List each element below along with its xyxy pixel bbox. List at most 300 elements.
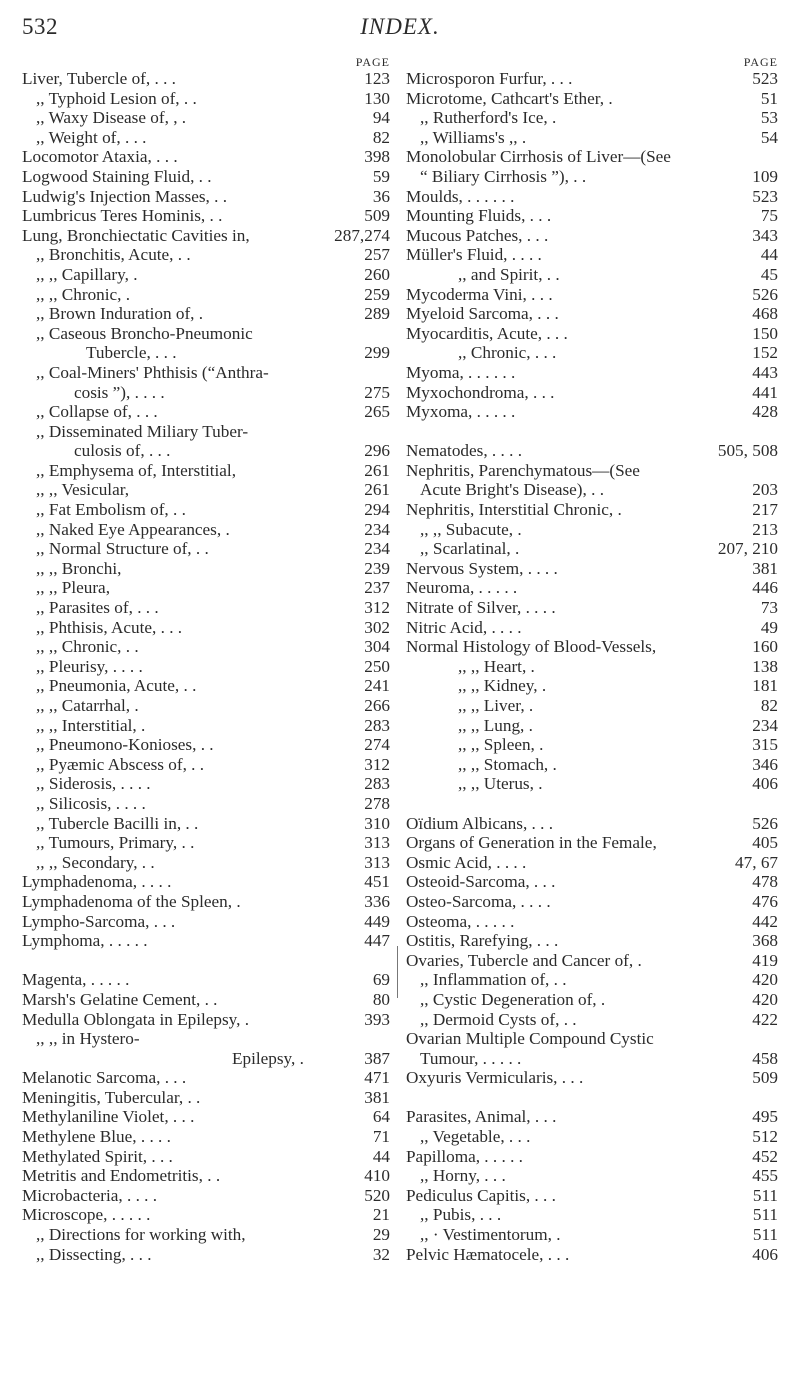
index-entry — [406, 167, 778, 187]
entry-term: ,, Pyæmic Abscess of, . . — [36, 754, 205, 774]
index-entry — [406, 1127, 778, 1147]
entry-page-number: 130 — [364, 88, 390, 108]
entry-page-number: 82 — [760, 696, 778, 715]
entry-term: Pelvic Hæmatocele, . . . — [406, 1244, 570, 1264]
index-entry — [406, 1205, 778, 1225]
entry-term: Methylene Blue, . . . . — [22, 1127, 171, 1147]
entry-term: ,, Tubercle Bacilli in, . . — [36, 813, 199, 833]
section-gap — [406, 1088, 778, 1108]
index-entry — [22, 696, 390, 716]
entry-page-number: 29 — [372, 1225, 390, 1245]
index-entry — [406, 226, 778, 246]
index-entry — [406, 383, 778, 403]
entry-term: Tumour, . . . . . — [420, 1048, 522, 1068]
entry-page-number: 511 — [752, 1185, 778, 1205]
index-entry — [406, 578, 778, 598]
section-gap — [22, 951, 390, 971]
index-entry — [406, 128, 778, 148]
index-entry — [406, 598, 778, 618]
entry-page-number: 296 — [364, 441, 390, 461]
entry-term: Osteoma, . . . . . — [406, 911, 515, 931]
entry-term: ,, Pneumono-Konioses, . . — [36, 735, 214, 755]
index-entry — [406, 814, 778, 834]
entry-term: ,, ,, in Hystero- — [36, 1029, 140, 1049]
entry-page-number: 260 — [364, 264, 390, 284]
entry-term: Medulla Oblongata in Epilepsy, . — [22, 1009, 250, 1029]
entry-term: Lympho-Sarcoma, . . . — [22, 911, 176, 931]
entry-term: Microsporon Furfur, . . . — [406, 69, 573, 88]
entry-term: Osteoid-Sarcoma, . . . — [406, 872, 556, 892]
index-entry — [406, 304, 778, 324]
entry-term: Mounting Fluids, . . . — [406, 206, 552, 226]
index-entry — [406, 559, 778, 579]
index-entry — [406, 108, 778, 128]
entry-term: ,, Typhoid Lesion of, . . — [36, 88, 197, 108]
index-entry — [22, 285, 390, 305]
entry-page-number: 428 — [752, 402, 778, 422]
index-entry — [22, 676, 390, 696]
index-entry — [22, 402, 390, 422]
entry-page-number: 94 — [372, 108, 390, 128]
index-entry — [22, 343, 390, 363]
index-entry — [406, 147, 778, 167]
index-entry — [406, 1107, 778, 1127]
entry-page-number: 71 — [372, 1127, 390, 1147]
entry-term: Methylaniline Violet, . . . — [22, 1107, 195, 1127]
entry-page-number: 287,274 — [334, 225, 390, 245]
entry-page-number: 523 — [752, 186, 778, 206]
index-entry — [406, 931, 778, 951]
entry-term: ,, Rutherford's Ice, . — [420, 108, 557, 128]
index-entries-right — [406, 69, 778, 1264]
entry-term: ,, Inflammation of, . . — [420, 970, 567, 990]
entry-term: Lung, Bronchiectatic Cavities in, — [22, 225, 250, 245]
entry-page-number: 442 — [752, 911, 778, 931]
index-entry — [406, 1147, 778, 1167]
index-entry — [406, 676, 778, 696]
entry-term: ,, ,, Liver, . — [458, 696, 534, 715]
entry-page-number: 405 — [752, 833, 778, 853]
index-entry — [22, 206, 390, 226]
entry-page-number: 523 — [752, 69, 778, 88]
entry-page-number: 420 — [752, 989, 778, 1009]
entry-term: ,, Pleurisy, . . . . — [36, 656, 143, 676]
entry-page-number: 213 — [752, 519, 778, 539]
index-entry — [22, 520, 390, 540]
index-entry — [22, 167, 390, 187]
entry-term: Papilloma, . . . . . — [406, 1146, 523, 1166]
entry-term: ,, Normal Structure of, . . — [36, 539, 209, 559]
index-entry — [22, 794, 390, 814]
entry-page-number: 152 — [752, 343, 778, 363]
index-entry — [22, 774, 390, 794]
entry-term: cosis ”), . . . . — [74, 382, 165, 402]
index-entry — [406, 187, 778, 207]
entry-page-number: 207, 210 — [717, 539, 778, 559]
entry-page-number: 181 — [752, 676, 778, 696]
index-entry — [22, 187, 390, 207]
entry-term: ,, Pubis, . . . — [420, 1205, 502, 1225]
section-gap — [406, 794, 778, 814]
index-entry — [22, 637, 390, 657]
index-entry — [22, 245, 390, 265]
entry-page-number: 509 — [752, 1068, 778, 1088]
entry-page-number: 250 — [364, 656, 390, 676]
entry-page-number: 217 — [752, 500, 778, 520]
index-entry — [22, 1107, 390, 1127]
index-entry — [406, 1186, 778, 1206]
entry-term: ,, Emphysema of, Interstitial, — [36, 460, 236, 480]
entry-page-number: 310 — [364, 813, 390, 833]
index-entry — [22, 559, 390, 579]
index-entry — [22, 108, 390, 128]
entry-page-number: 265 — [364, 402, 390, 422]
entry-term: ,, Weight of, . . . — [36, 127, 147, 147]
entry-term: ,, Parasites of, . . . — [36, 598, 159, 618]
entry-term: ,, ,, Heart, . — [458, 656, 535, 676]
entry-page-number: 526 — [752, 284, 778, 304]
entry-page-number: 512 — [752, 1127, 778, 1147]
index-entries-left — [22, 69, 390, 1264]
page-header — [0, 14, 800, 44]
entry-page-number: 51 — [760, 88, 778, 108]
index-entry — [406, 951, 778, 971]
entry-page-number: 259 — [364, 284, 390, 304]
entry-page-number: 257 — [364, 245, 390, 265]
index-entry — [22, 1068, 390, 1088]
entry-page-number: 452 — [752, 1146, 778, 1166]
entry-page-number: 511 — [752, 1205, 778, 1225]
page-column-heading: PAGE — [743, 55, 778, 69]
entry-term: “ Biliary Cirrhosis ”), . . — [420, 166, 587, 186]
entry-term: Normal Histology of Blood-Vessels, — [406, 637, 657, 657]
index-entry — [22, 441, 390, 461]
entry-term: ,, ,, Capillary, . — [36, 264, 138, 284]
entry-term: Nematodes, . . . . — [406, 441, 522, 461]
index-entry — [22, 872, 390, 892]
index-entry — [22, 147, 390, 167]
index-entry — [22, 578, 390, 598]
index-entry — [406, 520, 778, 540]
entry-term: Liver, Tubercle of, . . . — [22, 69, 176, 88]
index-entry — [406, 618, 778, 638]
index-entry — [406, 637, 778, 657]
index-entry — [22, 833, 390, 853]
index-entry — [22, 990, 390, 1010]
index-entry — [22, 1186, 390, 1206]
index-entry — [22, 1088, 390, 1108]
index-entry — [406, 265, 778, 285]
entry-page-number: 274 — [364, 735, 390, 755]
index-entry — [406, 657, 778, 677]
entry-page-number: 237 — [364, 578, 390, 598]
entry-term: ,, Caseous Broncho-Pneumonic — [36, 323, 253, 343]
entry-page-number: 313 — [364, 852, 390, 872]
index-entry — [22, 422, 390, 442]
index-entry — [406, 402, 778, 422]
entry-page-number: 381 — [752, 558, 778, 578]
entry-term: ,, Vegetable, . . . — [420, 1127, 531, 1147]
entry-term: ,, Phthisis, Acute, . . . — [36, 617, 183, 637]
entry-page-number: 73 — [760, 598, 778, 618]
entry-page-number: 239 — [364, 558, 390, 578]
entry-term: ,, ,, Uterus, . — [458, 774, 543, 794]
entry-page-number: 468 — [752, 304, 778, 324]
index-entry — [22, 461, 390, 481]
entry-page-number: 420 — [752, 970, 778, 990]
entry-page-number: 49 — [760, 617, 778, 637]
entry-page-number: 234 — [752, 715, 778, 735]
entry-term: Locomotor Ataxia, . . . — [22, 147, 178, 167]
entry-term: ,, Collapse of, . . . — [36, 402, 158, 422]
entry-page-number: 476 — [752, 891, 778, 911]
entry-page-number: 509 — [364, 206, 390, 226]
index-entry — [406, 539, 778, 559]
entry-page-number: 53 — [760, 108, 778, 128]
entry-term: ,, Naked Eye Appearances, . — [36, 519, 230, 539]
entry-page-number: 336 — [364, 891, 390, 911]
index-entry — [406, 1068, 778, 1088]
entry-page-number: 302 — [364, 617, 390, 637]
entry-page-number: 54 — [760, 127, 778, 147]
entry-page-number: 315 — [752, 735, 778, 755]
index-entry — [406, 1029, 778, 1049]
index-entry — [22, 226, 390, 246]
entry-page-number: 123 — [364, 69, 390, 88]
entry-term: Metritis and Endometritis, . . — [22, 1166, 221, 1186]
entry-term: ,, and Spirit, . . — [458, 264, 560, 284]
entry-term: Osteo-Sarcoma, . . . . — [406, 891, 551, 911]
entry-page-number: 69 — [372, 970, 390, 990]
entry-term: ,, Dissecting, . . . — [36, 1244, 152, 1264]
index-entry — [406, 324, 778, 344]
index-entry — [406, 1049, 778, 1069]
entry-page-number: 458 — [752, 1048, 778, 1068]
index-entry — [22, 324, 390, 344]
entry-term: ,, Coal-Miners' Phthisis (“Anthra- — [36, 362, 269, 382]
entry-page-number: 234 — [364, 539, 390, 559]
index-entry — [22, 1029, 390, 1049]
entry-page-number: 446 — [752, 578, 778, 598]
entry-page-number: 21 — [372, 1205, 390, 1225]
entry-page-number: 234 — [364, 519, 390, 539]
entry-term: ,, Bronchitis, Acute, . . — [36, 245, 191, 265]
entry-page-number: 406 — [752, 774, 778, 794]
entry-term: Oxyuris Vermicularis, . . . — [406, 1068, 584, 1088]
entry-page-number: 64 — [372, 1107, 390, 1127]
entry-term: Ovaries, Tubercle and Cancer of, . — [406, 950, 642, 970]
entry-term: Microscope, . . . . . — [22, 1205, 151, 1225]
entry-term: ,, Scarlatinal, . — [420, 539, 520, 559]
entry-term: Lymphoma, . . . . . — [22, 931, 148, 951]
index-entry — [22, 500, 390, 520]
page-title: INDEX. — [360, 14, 440, 39]
index-entry — [406, 1245, 778, 1265]
index-entry — [406, 755, 778, 775]
entry-page-number: 381 — [364, 1087, 390, 1107]
entry-term: Magenta, . . . . . — [22, 970, 130, 990]
entry-page-number: 471 — [364, 1068, 390, 1088]
entry-page-number: 451 — [364, 872, 390, 892]
entry-page-number: 283 — [364, 715, 390, 735]
entry-term: Neuroma, . . . . . — [406, 578, 518, 598]
entry-term: Mycoderma Vini, . . . — [406, 284, 553, 304]
entry-term: Meningitis, Tubercular, . . — [22, 1087, 201, 1107]
entry-page-number: 313 — [364, 833, 390, 853]
entry-term: Logwood Staining Fluid, . . — [22, 166, 212, 186]
entry-page-number: 410 — [364, 1166, 390, 1186]
entry-page-number: 343 — [752, 225, 778, 245]
entry-term: ,, Silicosis, . . . . — [36, 793, 146, 813]
index-entry — [406, 774, 778, 794]
entry-page-number: 275 — [364, 382, 390, 402]
index-entry — [22, 892, 390, 912]
entry-term: Nitric Acid, . . . . — [406, 617, 522, 637]
index-column-left — [22, 56, 390, 1264]
entry-term: ,, ,, Lung, . — [458, 715, 533, 735]
entry-page-number: 160 — [752, 637, 778, 657]
index-entry — [22, 383, 390, 403]
entry-term: Moulds, . . . . . . — [406, 186, 515, 206]
entry-page-number: 109 — [752, 166, 778, 186]
entry-term: Nitrate of Silver, . . . . — [406, 598, 556, 618]
index-entry — [22, 539, 390, 559]
index-entry — [406, 853, 778, 873]
index-entry — [406, 892, 778, 912]
entry-term: ,, ,, Chronic, . — [36, 284, 131, 304]
index-entry — [406, 970, 778, 990]
entry-page-number: 241 — [364, 676, 390, 696]
entry-term: ,, Waxy Disease of, , . — [36, 108, 187, 128]
index-entry — [22, 128, 390, 148]
entry-term: Epilepsy, . — [232, 1048, 304, 1068]
index-entry — [406, 500, 778, 520]
index-entry — [406, 1225, 778, 1245]
entry-page-number: 59 — [372, 166, 390, 186]
entry-page-number: 299 — [364, 343, 390, 363]
entry-page-number: 203 — [752, 480, 778, 500]
entry-page-number: 447 — [364, 931, 390, 951]
index-entry — [406, 343, 778, 363]
index-entry — [22, 1010, 390, 1030]
entry-term: ,, ,, Secondary, . . — [36, 852, 155, 872]
entry-page-number: 261 — [364, 460, 390, 480]
index-entry — [22, 89, 390, 109]
index-entry — [22, 755, 390, 775]
entry-term: Oïdium Albicans, . . . — [406, 813, 554, 833]
entry-page-number: 443 — [752, 362, 778, 382]
entry-term: ,, Brown Induration of, . — [36, 304, 204, 324]
entry-term: Marsh's Gelatine Cement, . . — [22, 989, 218, 1009]
index-entry — [22, 735, 390, 755]
entry-term: Lymphadenoma of the Spleen, . — [22, 891, 241, 911]
entry-term: ,, ,, Spleen, . — [458, 735, 544, 755]
index-column-right — [406, 56, 778, 1264]
entry-term: ,, ,, Kidney, . — [458, 676, 547, 696]
entry-page-number: 520 — [364, 1185, 390, 1205]
entry-term: ,, ,, Pleura, — [36, 578, 110, 598]
index-entry — [406, 461, 778, 481]
entry-page-number: 283 — [364, 774, 390, 794]
entry-term: ,, Directions for working with, — [36, 1225, 246, 1245]
entry-term: ,, ,, Chronic, . . — [36, 637, 139, 657]
entry-page-number: 32 — [372, 1244, 390, 1264]
entry-term: Melanotic Sarcoma, . . . — [22, 1068, 187, 1088]
entry-term: Microtome, Cathcart's Ether, . — [406, 88, 613, 108]
entry-page-number: 36 — [372, 186, 390, 206]
entry-term: Myxochondroma, . . . — [406, 382, 555, 402]
page-column-heading: PAGE — [355, 55, 390, 69]
entry-page-number: 419 — [752, 950, 778, 970]
entry-page-number: 478 — [752, 872, 778, 892]
index-entry — [22, 1049, 390, 1069]
entry-page-number: 312 — [364, 598, 390, 618]
index-entry — [406, 89, 778, 109]
entry-page-number: 526 — [752, 813, 778, 833]
entry-term: Pediculus Capitis, . . . — [406, 1185, 556, 1205]
entry-page-number: 449 — [364, 911, 390, 931]
index-entry — [22, 657, 390, 677]
entry-page-number: 406 — [752, 1244, 778, 1264]
entry-page-number: 441 — [752, 382, 778, 402]
index-entry — [406, 69, 778, 89]
entry-page-number: 495 — [752, 1107, 778, 1127]
index-entry — [22, 480, 390, 500]
index-entry — [22, 304, 390, 324]
column-divider — [397, 946, 398, 998]
entry-page-number: 393 — [364, 1009, 390, 1029]
index-entry — [406, 716, 778, 736]
entry-page-number: 312 — [364, 754, 390, 774]
index-entry — [22, 853, 390, 873]
entry-term: Myxoma, . . . . . — [406, 402, 516, 422]
entry-term: culosis of, . . . — [74, 441, 171, 461]
entry-page-number: 138 — [752, 656, 778, 676]
section-gap — [406, 422, 778, 442]
entry-page-number: 150 — [752, 323, 778, 343]
entry-term: Acute Bright's Disease), . . — [420, 480, 605, 500]
index-entry — [22, 970, 390, 990]
entry-term: Organs of Generation in the Female, — [406, 833, 657, 853]
index-entry — [22, 1205, 390, 1225]
index-entry — [22, 1166, 390, 1186]
index-entry — [22, 912, 390, 932]
index-entry — [406, 696, 778, 716]
entry-term: Monolobular Cirrhosis of Liver—(See — [406, 147, 671, 167]
index-entry — [406, 912, 778, 932]
page-number: 532 — [22, 14, 58, 39]
entry-term: Müller's Fluid, . . . . — [406, 245, 542, 265]
entry-term: Parasites, Animal, . . . — [406, 1107, 557, 1127]
entry-term: Mucous Patches, . . . — [406, 225, 549, 245]
entry-page-number: 44 — [760, 245, 778, 265]
entry-page-number: 422 — [752, 1009, 778, 1029]
entry-term: Methylated Spirit, . . . — [22, 1146, 173, 1166]
entry-page-number: 289 — [364, 304, 390, 324]
index-entry — [406, 480, 778, 500]
entry-term: ,, ,, Catarrhal, . — [36, 696, 139, 715]
index-entry — [406, 990, 778, 1010]
entry-term: Ovarian Multiple Compound Cystic — [406, 1029, 654, 1049]
entry-term: ,, Horny, . . . — [420, 1166, 506, 1186]
index-entry — [22, 598, 390, 618]
entry-term: ,, Fat Embolism of, . . — [36, 500, 186, 520]
index-entry — [406, 206, 778, 226]
entry-term: ,, Chronic, . . . — [458, 343, 557, 363]
entry-term: ,, Williams's ,, . — [420, 127, 527, 147]
index-entry — [22, 69, 390, 89]
index-entry — [22, 1225, 390, 1245]
